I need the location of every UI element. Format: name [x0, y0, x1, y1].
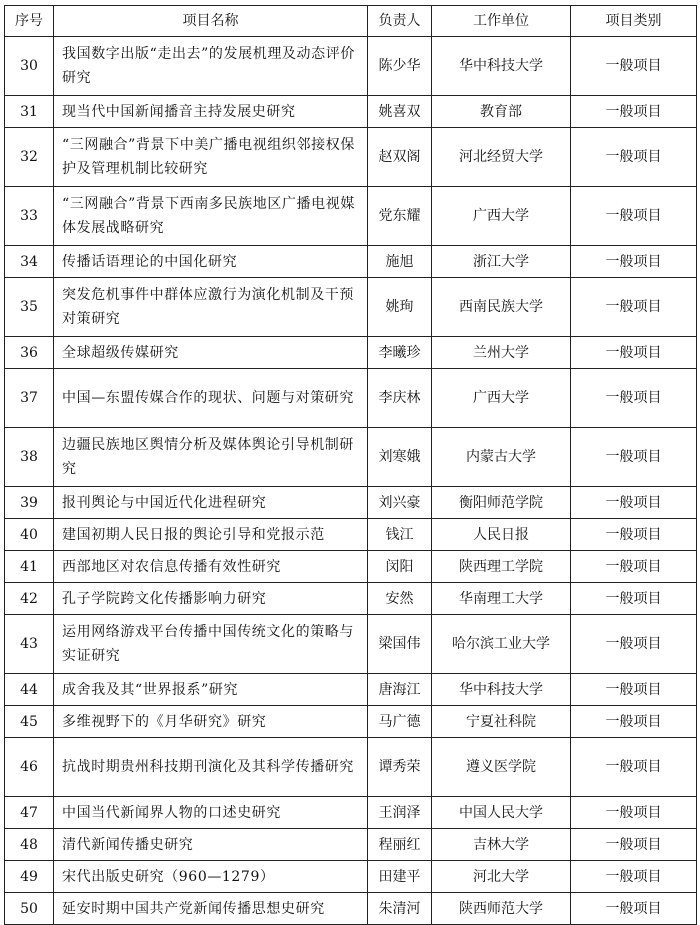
- table-row: [5, 861, 697, 893]
- cell-category: 一般项目: [571, 487, 697, 519]
- cell-no: 46: [5, 738, 54, 797]
- cell-unit: 浙江大学: [432, 246, 571, 278]
- cell-title: 抗战时期贵州科技期刊演化及其科学传播研究: [54, 738, 368, 797]
- cell-category: 一般项目: [571, 428, 697, 487]
- cell-category: 一般项目: [571, 278, 697, 337]
- cell-unit: 河北大学: [432, 861, 571, 893]
- cell-leader: 李曦珍: [368, 337, 432, 369]
- cell-category: 一般项目: [571, 369, 697, 428]
- cell-unit: 宁夏社科院: [432, 706, 571, 738]
- cell-no: 38: [5, 428, 54, 487]
- cell-unit: 衡阳师范学院: [432, 487, 571, 519]
- cell-unit: 华南理工大学: [432, 583, 571, 615]
- header-unit: 工作单位: [432, 6, 571, 37]
- cell-category: 一般项目: [571, 187, 697, 246]
- cell-title: 全球超级传媒研究: [54, 337, 368, 369]
- cell-no: 49: [5, 861, 54, 893]
- cell-category: 一般项目: [571, 551, 697, 583]
- cell-unit: 教育部: [432, 96, 571, 128]
- table-row: [5, 615, 697, 674]
- cell-title: 我国数字出版“走出去”的发展机理及动态评价研究: [54, 37, 368, 96]
- cell-leader: 赵双阁: [368, 128, 432, 187]
- cell-category: 一般项目: [571, 128, 697, 187]
- table-row: [5, 187, 697, 246]
- cell-category: 一般项目: [571, 893, 697, 925]
- cell-leader: 谭秀荣: [368, 738, 432, 797]
- cell-leader: 唐海江: [368, 674, 432, 706]
- cell-leader: 姚珣: [368, 278, 432, 337]
- cell-unit: 内蒙古大学: [432, 428, 571, 487]
- cell-title: 中国—东盟传媒合作的现状、问题与对策研究: [54, 369, 368, 428]
- cell-no: 43: [5, 615, 54, 674]
- cell-no: 50: [5, 893, 54, 925]
- table-row: [5, 428, 697, 487]
- cell-unit: 遵义医学院: [432, 738, 571, 797]
- cell-no: 44: [5, 674, 54, 706]
- cell-title: 报刊舆论与中国近代化进程研究: [54, 487, 368, 519]
- cell-category: 一般项目: [571, 738, 697, 797]
- cell-no: 47: [5, 797, 54, 829]
- cell-leader: 李庆林: [368, 369, 432, 428]
- header-leader: 负责人: [368, 6, 432, 37]
- cell-leader: 姚喜双: [368, 96, 432, 128]
- cell-unit: 陕西理工学院: [432, 551, 571, 583]
- cell-no: 40: [5, 519, 54, 551]
- cell-leader: 施旭: [368, 246, 432, 278]
- cell-leader: 马广德: [368, 706, 432, 738]
- cell-leader: 党东耀: [368, 187, 432, 246]
- cell-no: 31: [5, 96, 54, 128]
- table-row: [5, 797, 697, 829]
- cell-category: 一般项目: [571, 96, 697, 128]
- table-row: [5, 674, 697, 706]
- cell-leader: 陈少华: [368, 37, 432, 96]
- table-header: [5, 6, 697, 37]
- cell-title: “三网融合”背景下西南多民族地区广播电视媒体发展战略研究: [54, 187, 368, 246]
- cell-category: 一般项目: [571, 615, 697, 674]
- cell-leader: 刘兴豪: [368, 487, 432, 519]
- cell-leader: 田建平: [368, 861, 432, 893]
- cell-category: 一般项目: [571, 519, 697, 551]
- table-row: [5, 519, 697, 551]
- cell-leader: 安然: [368, 583, 432, 615]
- cell-category: 一般项目: [571, 674, 697, 706]
- cell-unit: 河北经贸大学: [432, 128, 571, 187]
- cell-category: 一般项目: [571, 829, 697, 861]
- table-row: [5, 706, 697, 738]
- cell-unit: 华中科技大学: [432, 37, 571, 96]
- table-row: [5, 369, 697, 428]
- cell-category: 一般项目: [571, 246, 697, 278]
- cell-category: 一般项目: [571, 706, 697, 738]
- project-table: [4, 5, 697, 925]
- cell-unit: 广西大学: [432, 187, 571, 246]
- cell-unit: 中国人民大学: [432, 797, 571, 829]
- cell-title: 边疆民族地区舆情分析及媒体舆论引导机制研究: [54, 428, 368, 487]
- cell-no: 42: [5, 583, 54, 615]
- cell-unit: 人民日报: [432, 519, 571, 551]
- cell-leader: 钱江: [368, 519, 432, 551]
- header-category: 项目类别: [571, 6, 697, 37]
- cell-no: 32: [5, 128, 54, 187]
- cell-title: “三网融合”背景下中美广播电视组织邻接权保护及管理机制比较研究: [54, 128, 368, 187]
- table-row: [5, 337, 697, 369]
- cell-leader: 刘寒娥: [368, 428, 432, 487]
- cell-title: 西部地区对农信息传播有效性研究: [54, 551, 368, 583]
- cell-no: 34: [5, 246, 54, 278]
- cell-title: 清代新闻传播史研究: [54, 829, 368, 861]
- cell-unit: 哈尔滨工业大学: [432, 615, 571, 674]
- cell-title: 传播话语理论的中国化研究: [54, 246, 368, 278]
- table-row: [5, 96, 697, 128]
- table-body: [5, 37, 697, 925]
- cell-leader: 程丽红: [368, 829, 432, 861]
- cell-title: 宋代出版史研究（960—1279）: [54, 861, 368, 893]
- table-row: [5, 738, 697, 797]
- cell-category: 一般项目: [571, 37, 697, 96]
- cell-leader: 梁国伟: [368, 615, 432, 674]
- cell-category: 一般项目: [571, 337, 697, 369]
- table-row: [5, 829, 697, 861]
- header-row: [5, 6, 697, 37]
- cell-no: 48: [5, 829, 54, 861]
- table-row: [5, 583, 697, 615]
- cell-no: 45: [5, 706, 54, 738]
- table-row: [5, 551, 697, 583]
- cell-leader: 王润泽: [368, 797, 432, 829]
- cell-unit: 华中科技大学: [432, 674, 571, 706]
- cell-no: 30: [5, 37, 54, 96]
- cell-no: 41: [5, 551, 54, 583]
- cell-category: 一般项目: [571, 583, 697, 615]
- cell-title: 成舍我及其“世界报系”研究: [54, 674, 368, 706]
- header-no: 序号: [5, 6, 54, 37]
- cell-no: 37: [5, 369, 54, 428]
- cell-unit: 陕西师范大学: [432, 893, 571, 925]
- cell-unit: 广西大学: [432, 369, 571, 428]
- cell-leader: 朱清河: [368, 893, 432, 925]
- table-row: [5, 278, 697, 337]
- cell-leader: 闵阳: [368, 551, 432, 583]
- cell-category: 一般项目: [571, 797, 697, 829]
- cell-no: 36: [5, 337, 54, 369]
- cell-title: 孔子学院跨文化传播影响力研究: [54, 583, 368, 615]
- header-title: 项目名称: [54, 6, 368, 37]
- cell-no: 39: [5, 487, 54, 519]
- cell-unit: 西南民族大学: [432, 278, 571, 337]
- cell-title: 突发危机事件中群体应激行为演化机制及干预对策研究: [54, 278, 368, 337]
- cell-unit: 吉林大学: [432, 829, 571, 861]
- cell-title: 现当代中国新闻播音主持发展史研究: [54, 96, 368, 128]
- cell-title: 运用网络游戏平台传播中国传统文化的策略与实证研究: [54, 615, 368, 674]
- cell-no: 35: [5, 278, 54, 337]
- cell-title: 多维视野下的《月华研究》研究: [54, 706, 368, 738]
- cell-title: 延安时期中国共产党新闻传播思想史研究: [54, 893, 368, 925]
- cell-no: 33: [5, 187, 54, 246]
- cell-title: 中国当代新闻界人物的口述史研究: [54, 797, 368, 829]
- cell-title: 建国初期人民日报的舆论引导和党报示范: [54, 519, 368, 551]
- table-row: [5, 246, 697, 278]
- cell-category: 一般项目: [571, 861, 697, 893]
- table-row: [5, 487, 697, 519]
- table-row: [5, 128, 697, 187]
- cell-unit: 兰州大学: [432, 337, 571, 369]
- table-row: [5, 37, 697, 96]
